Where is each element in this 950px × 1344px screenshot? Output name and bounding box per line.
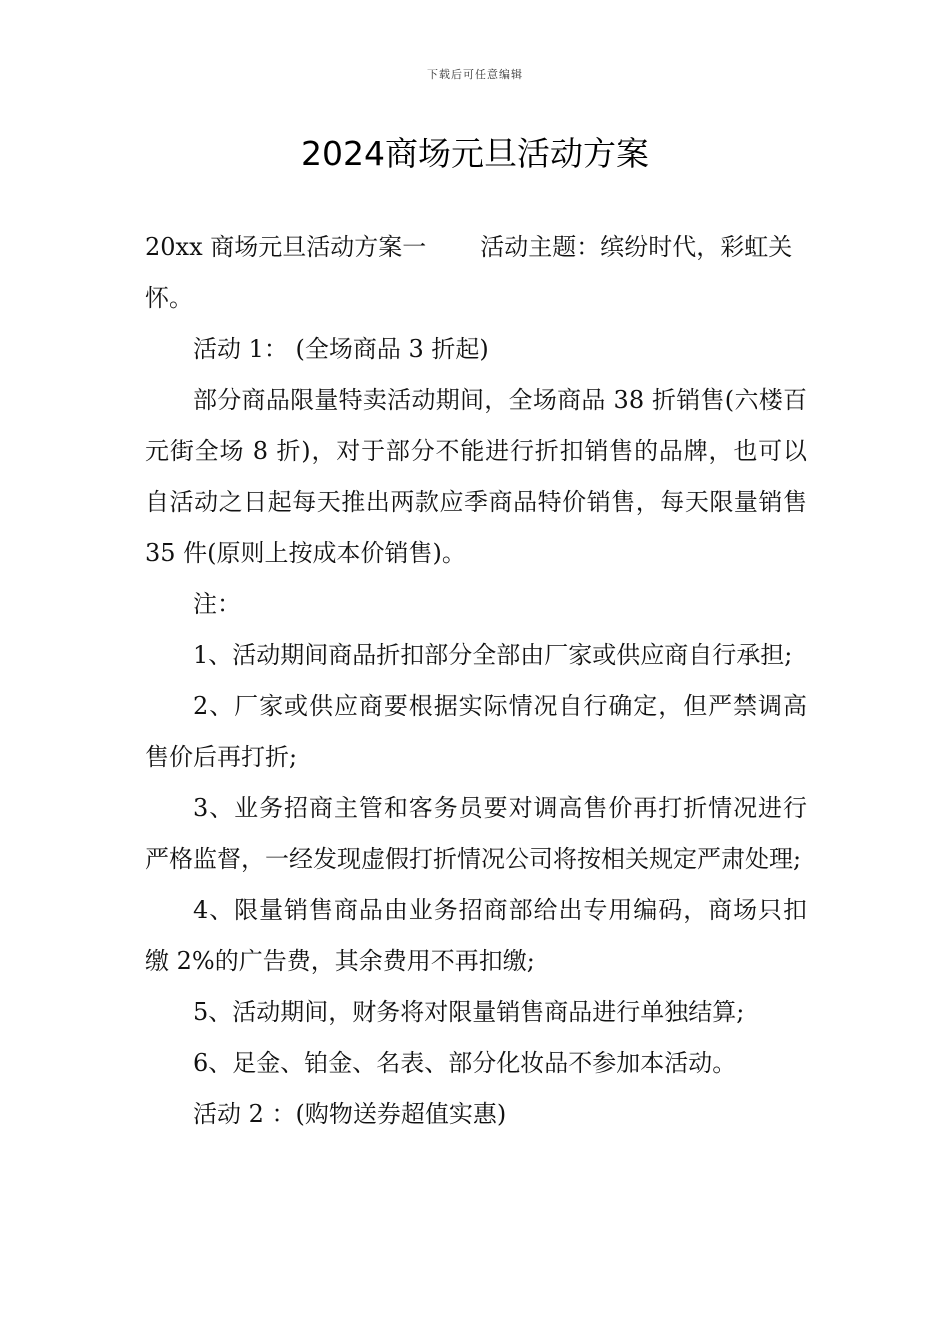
header-note: 下载后可任意编辑 [427, 68, 523, 81]
paragraph-note-5: 5、活动期间，财务将对限量销售商品进行单独结算; [193, 998, 745, 1026]
paragraph-activity-2: 活动 2 ：(购物送券超值实惠) [193, 1100, 507, 1128]
paragraph-note-4: 4、限量销售商品由业务招商部给出专用编码，商场只扣缴 2%的广告费，其余费用不再扣缴; [145, 896, 807, 975]
paragraph-note-heading: 注： [193, 590, 241, 618]
paragraph-note-2: 2、厂家或供应商要根据实际情况自行确定，但严禁调高售价后再打折; [145, 692, 807, 771]
paragraph-sale-details: 部分商品限量特卖活动期间，全场商品 38 折销售(六楼百元街全场 8 折)，对于部分不能进行折扣销售的品牌，也可以自活动之日起每天推出两款应季商品特价销售，每天限量销售 35 件(原则上按成本价销售)。 [145, 386, 807, 567]
document-body [145, 222, 807, 1140]
paragraph-activity-1: 活动 1： (全场商品 3 折起) [193, 335, 489, 363]
intro-right: 活动主题：缤纷时代，彩虹关怀。 [145, 233, 793, 312]
paragraph-note-6: 6、足金、铂金、名表、部分化妆品不参加本活动。 [193, 1049, 737, 1077]
paragraph-note-3: 3、业务招商主管和客务员要对调高售价再打折情况进行严格监督，一经发现虚假打折情况公司将按相关规定严肃处理; [145, 794, 807, 873]
intro-left: 20xx 商场元旦活动方案一 [145, 233, 427, 261]
page-title: 2024商场元旦活动方案 [301, 134, 649, 173]
paragraph-note-1: 1、活动期间商品折扣部分全部由厂家或供应商自行承担; [193, 641, 793, 669]
intro-paragraph [145, 222, 807, 324]
